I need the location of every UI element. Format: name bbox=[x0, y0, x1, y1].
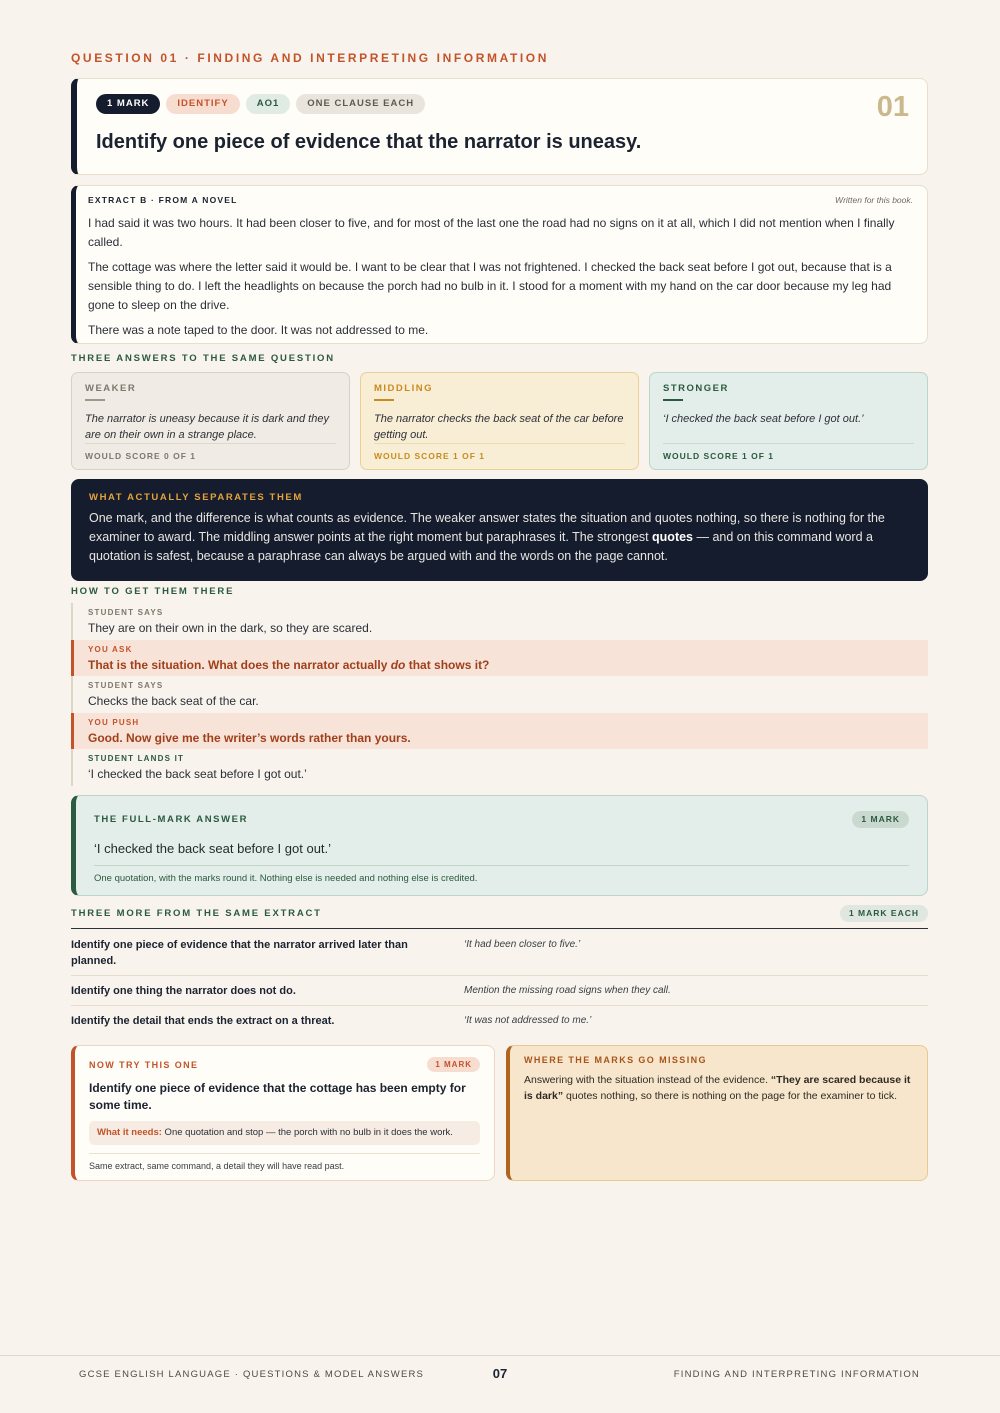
speaker-label: YOU PUSH bbox=[88, 717, 140, 727]
section-kicker: QUESTION 01 · FINDING AND INTERPRETING INFORMATION bbox=[71, 51, 550, 65]
full-mark-note: One quotation, with the marks round it. Nothing else is needed and nothing else is credited. bbox=[94, 873, 478, 884]
extract-paragraph: I had said it was two hours. It had been closer to five, and for most of the last one the road had no signs on it at all, which I did not mention when I finally called. bbox=[88, 216, 895, 249]
dialogue-heading: HOW TO GET THEM THERE bbox=[71, 586, 235, 597]
dialogue bbox=[71, 603, 928, 786]
question-card bbox=[71, 78, 928, 175]
answer-title: MIDDLING bbox=[374, 383, 433, 394]
try-title: NOW TRY THIS ONE bbox=[89, 1059, 199, 1070]
practice-question: Identify one thing the narrator does not do. bbox=[71, 985, 296, 997]
speaker-label: YOU ASK bbox=[88, 644, 133, 654]
title-rule bbox=[374, 399, 394, 401]
full-mark-answer bbox=[71, 795, 928, 896]
marks-badge: 1 MARK EACH bbox=[840, 905, 928, 922]
turn-text: That is the situation. What does the narrator actually do that shows it? bbox=[88, 657, 490, 672]
panel-body: One mark, and the difference is what counts as evidence. The weaker answer states the situation and quotes nothing, so there is nothing for the examiner to award. The middling answer points at the right moment but paraphrases it. The strongest quotes — and on this command word a quotation is safest, because a paraphrase can always be argued with and the words on the page cannot. bbox=[89, 511, 885, 563]
emphasis: quotes bbox=[652, 530, 694, 544]
model-answer: ‘It was not addressed to me.’ bbox=[464, 1015, 592, 1026]
model-answer: ‘It had been closer to five.’ bbox=[464, 939, 581, 950]
question-row bbox=[71, 1006, 928, 1036]
answer-text: The narrator is uneasy because it is dark and they are on their own in a strange place. bbox=[85, 413, 329, 441]
question-text: Identify one piece of evidence that the narrator is uneasy. bbox=[96, 131, 642, 153]
weaker-answer-card bbox=[71, 372, 350, 470]
marks-badge: 1 MARK bbox=[427, 1057, 480, 1072]
practice-question: Identify the detail that ends the extract on a threat. bbox=[71, 1015, 335, 1027]
missing-title: WHERE THE MARKS GO MISSING bbox=[524, 1055, 707, 1065]
dialogue-turn bbox=[71, 713, 928, 750]
title-rule bbox=[85, 399, 105, 401]
more-questions-heading: THREE MORE FROM THE SAME EXTRACT bbox=[71, 908, 322, 919]
turn-text: They are on their own in the dark, so they are scared. bbox=[88, 621, 373, 635]
dialogue-turn bbox=[71, 640, 928, 677]
question-tags bbox=[96, 94, 425, 114]
answer-score: WOULD SCORE 1 OF 1 bbox=[374, 451, 486, 461]
marks-missing-card bbox=[506, 1045, 928, 1181]
question-number: 01 bbox=[876, 91, 909, 123]
command-word-tag: IDENTIFY bbox=[166, 94, 239, 114]
speaker-label: STUDENT SAYS bbox=[88, 608, 164, 617]
footer-book-title: GCSE ENGLISH LANGUAGE · QUESTIONS & MODEL ANSWERS bbox=[79, 1369, 425, 1380]
more-questions-header bbox=[71, 905, 928, 929]
marks-badge: 1 MARK bbox=[852, 811, 909, 828]
dialogue-turn bbox=[71, 749, 928, 786]
title-rule bbox=[663, 399, 683, 401]
what-separates-panel bbox=[71, 479, 928, 581]
speaker-label: STUDENT LANDS IT bbox=[88, 754, 185, 763]
practice-question: Identify one piece of evidence that the narrator arrived later than planned. bbox=[71, 939, 408, 967]
answers-heading: THREE ANSWERS TO THE SAME QUESTION bbox=[71, 353, 335, 364]
turn-text: ‘I checked the back seat before I got out.’ bbox=[88, 767, 307, 781]
extract-note: Written for this book. bbox=[835, 195, 913, 205]
panel-title: WHAT ACTUALLY SEPARATES THEM bbox=[89, 492, 303, 503]
answer-title: WEAKER bbox=[85, 383, 137, 394]
dialogue-turn bbox=[71, 603, 928, 640]
marks-tag: 1 MARK bbox=[96, 94, 160, 114]
middling-answer-card bbox=[360, 372, 639, 470]
what-it-needs: What it needs: One quotation and stop — the porch with no bulb in it does the work. bbox=[89, 1121, 480, 1145]
extract-label: EXTRACT B · FROM A NOVEL bbox=[88, 195, 238, 205]
try-question: Identify one piece of evidence that the cottage has been empty for some time. bbox=[89, 1081, 466, 1112]
model-answer: Mention the missing road signs when they call. bbox=[464, 985, 671, 996]
divider bbox=[85, 443, 336, 444]
extract-paragraph: The cottage was where the letter said it would be. I want to be clear that I was not frightened. I checked the back seat before I got out, because that is a sensible thing to do. I left the headlights on because the porch had no bulb in it. I stood for a moment with my hand on the car door because my leg had gone to sleep on the drive. bbox=[88, 260, 892, 312]
try-footnote: Same extract, same command, a detail they will have read past. bbox=[89, 1161, 345, 1171]
extract-paragraph: There was a note taped to the door. It was not addressed to me. bbox=[88, 323, 429, 337]
question-row bbox=[71, 930, 928, 976]
dialogue-turn bbox=[71, 676, 928, 713]
answer-text: The narrator checks the back seat of the car before getting out. bbox=[374, 413, 624, 441]
footer-chapter-title: FINDING AND INTERPRETING INFORMATION bbox=[673, 1369, 920, 1380]
missing-body: Answering with the situation instead of the evidence. “They are scared because it is dark” quotes nothing, so there is nothing on the page for the examiner to tick. bbox=[524, 1074, 911, 1102]
answer-comparison bbox=[71, 372, 928, 470]
assessment-objective-tag: AO1 bbox=[246, 94, 291, 114]
full-mark-title: THE FULL-MARK ANSWER bbox=[94, 814, 249, 825]
answer-score: WOULD SCORE 0 OF 1 bbox=[85, 451, 197, 461]
question-row bbox=[71, 976, 928, 1006]
answer-title: STRONGER bbox=[663, 383, 729, 394]
page-number: 07 bbox=[492, 1366, 508, 1381]
divider bbox=[89, 1153, 480, 1154]
turn-text: Good. Now give me the writer’s words rather than yours. bbox=[88, 730, 411, 745]
speaker-label: STUDENT SAYS bbox=[88, 681, 164, 690]
turn-text: Checks the back seat of the car. bbox=[88, 694, 259, 708]
stronger-answer-card bbox=[649, 372, 928, 470]
extract-panel bbox=[71, 185, 928, 344]
length-tag: ONE CLAUSE EACH bbox=[296, 94, 425, 114]
try-this-card bbox=[71, 1045, 495, 1181]
divider bbox=[663, 443, 914, 444]
full-mark-quote: ‘I checked the back seat before I got out.’ bbox=[94, 841, 332, 856]
divider bbox=[374, 443, 625, 444]
answer-text: ‘I checked the back seat before I got out.’ bbox=[663, 413, 864, 425]
footer-rule bbox=[0, 1355, 1000, 1356]
divider bbox=[94, 865, 909, 866]
answer-score: WOULD SCORE 1 OF 1 bbox=[663, 451, 775, 461]
